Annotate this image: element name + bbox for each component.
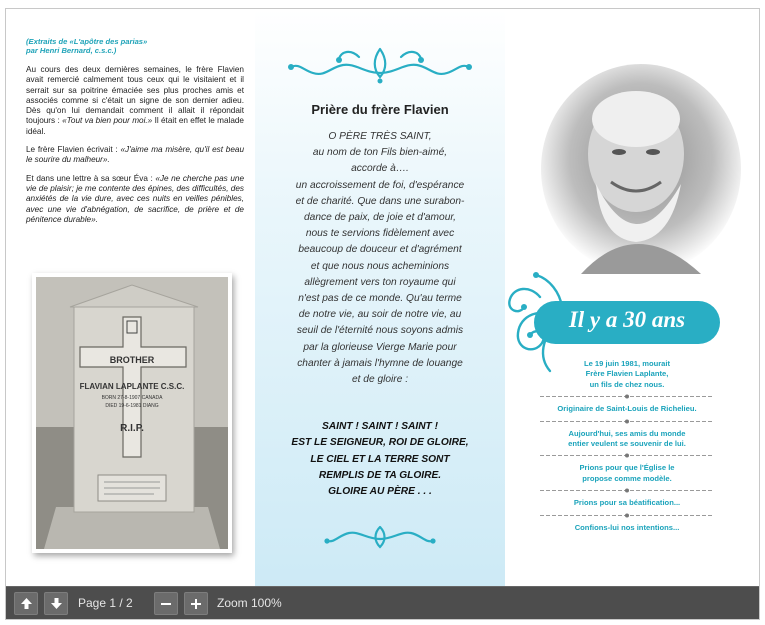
gravestone-line-3: BORN 27-8-1907 CANADA (101, 395, 163, 401)
paragraph-1-quote: «Tout va bien pour moi.» (62, 116, 153, 126)
zoom-level: Zoom 100% (217, 596, 282, 610)
right-text-line: Confions-lui nos intentions... (574, 522, 680, 532)
prayer-line: un accroissement de foi, d'espérance (295, 179, 465, 191)
prayer-line: chanter à jamais l'hymne de louange (297, 357, 463, 369)
prayer-ending-line: LE CIEL ET LA TERRE SONT (310, 453, 450, 465)
zoom-out-button[interactable] (154, 592, 178, 615)
prayer-line: et de gloire : (351, 374, 409, 386)
page-indicator: Page 1 / 2 (78, 596, 133, 610)
prayer-line: accorde à…. (351, 163, 409, 175)
prayer-ending-line: GLOIRE AU PÈRE . . . (328, 486, 432, 498)
paragraph-1-text: Au cours des deux dernières semaines, le frère Flavien avait remercié calmement tous ceux qui le visitaient et il serrait sur sa poitrine émaciée ses plus proches amis et associés comme si c'était un signe de son dernier adieu. Dès qu'on lui demandait comment il allait il répondait toujours : (26, 65, 244, 126)
prayer-line: seuil de l'éternité nous soyons admis (296, 325, 464, 337)
right-column-text (534, 359, 720, 533)
right-text-line: propose comme modèle. (582, 473, 672, 483)
source-line-1: (Extraits de «L'apôtre des parias» (26, 37, 148, 46)
prayer-line: par la glorieuse Vierge Marie pour (303, 341, 457, 353)
prayer-line: n'est pas de ce monde. Qu'au terme (298, 293, 462, 305)
bottom-ornament-icon (255, 523, 505, 553)
divider-ornament-icon (534, 511, 720, 520)
previous-page-button[interactable] (14, 592, 38, 615)
prayer-text (263, 129, 497, 388)
gravestone-line-1: BROTHER (109, 355, 155, 365)
paragraph-3-text: Et dans une lettre à sa sœur Éva : (26, 173, 156, 183)
divider-ornament-icon (534, 417, 720, 426)
paragraph-3 (26, 174, 244, 225)
paragraph-3-quote: «Je ne cherche pas une vie de plaisir; je me contente des épines, des difficultés, des anxiétés de la vie dure, avec ces nuits en veilles pénibles, avec une vie d'abnégation, de sacrifice, de prière et de pénitence durable». (26, 173, 244, 224)
right-text-line: Originaire de Saint-Louis de Richelieu. (557, 404, 697, 414)
paragraph-1 (26, 65, 244, 137)
minus-icon (160, 598, 172, 610)
prayer-panel (255, 9, 505, 587)
divider-ornament-icon (534, 486, 720, 495)
grave-photo-image (36, 277, 228, 549)
divider-ornament-icon (534, 451, 720, 460)
divider-ornament-icon (534, 392, 720, 401)
document-viewer (5, 8, 760, 620)
right-text-line: Frère Flavien Laplante, (585, 369, 669, 379)
prayer-line: O PÈRE TRÈS SAINT, (328, 131, 432, 142)
gravestone-illustration (36, 277, 228, 549)
paragraph-2 (26, 145, 244, 166)
right-text-line: un fils de chez nous. (589, 379, 665, 389)
source-line-2: par Henri Bernard, c.s.c.) (26, 46, 117, 55)
arrow-down-icon (50, 597, 63, 610)
grave-photo (32, 273, 232, 553)
prayer-line: et que nous nous acheminions (310, 260, 450, 272)
right-text-line: Prions pour que l'Église le (579, 463, 675, 473)
prayer-title: Prière du frère Flavien (311, 102, 449, 117)
paragraph-1-end: Il était en effet le malade idéal. (26, 116, 244, 136)
prayer-line: au nom de ton Fils bien-aimé, (312, 147, 448, 159)
gravestone-line-2: FLAVIAN LAPLANTE C.S.C. (79, 382, 185, 391)
prayer-ending-line: REMPLIS DE TA GLOIRE. (318, 469, 442, 481)
next-page-button[interactable] (44, 592, 68, 615)
gravestone-line-5: R.I.P. (120, 423, 144, 434)
prayer-ending-line: SAINT ! SAINT ! SAINT ! (321, 421, 439, 432)
anniversary-banner-text: Il y a 30 ans (568, 307, 686, 332)
zoom-in-button[interactable] (184, 592, 208, 615)
left-column (26, 37, 244, 233)
viewer-toolbar (6, 586, 759, 619)
source-citation (26, 37, 244, 55)
prayer-ending (255, 419, 505, 500)
right-text-line: Le 19 juin 1981, mourait (583, 359, 671, 368)
top-ornament-icon (255, 43, 505, 87)
paragraph-2-quote: «J'aime ma misère, qu'il est beau le sourire du malheur». (26, 145, 244, 165)
gravestone-line-4: DIED 19-6-1981 DIANG (105, 403, 159, 409)
paragraph-2-text: Le frère Flavien écrivait : (26, 145, 121, 155)
arrow-up-icon (20, 597, 33, 610)
prayer-line: allègrement vers ton royaume qui (304, 276, 456, 288)
right-text-line: Prions pour sa béatification... (573, 498, 681, 508)
prayer-line: et de charité. Que dans une surabon- (295, 195, 465, 207)
document-page (6, 9, 759, 587)
prayer-line: nous te servions fidèlement avec (305, 228, 455, 240)
prayer-line: dance de paix, de joie et d'amour, (303, 212, 457, 224)
right-text-line: Aujourd'hui, ses amis du monde (568, 428, 686, 438)
plus-icon (190, 598, 202, 610)
prayer-ending-line: EST LE SEIGNEUR, ROI DE GLOIRE, (291, 437, 469, 449)
portrait-photo (541, 64, 741, 274)
right-text-line: entier veulent se souvenir de lui. (568, 439, 686, 449)
prayer-line: de notre vie, au soir de notre vie, au (298, 309, 462, 321)
prayer-line: beaucoup de douceur et d'agrément (298, 244, 462, 256)
